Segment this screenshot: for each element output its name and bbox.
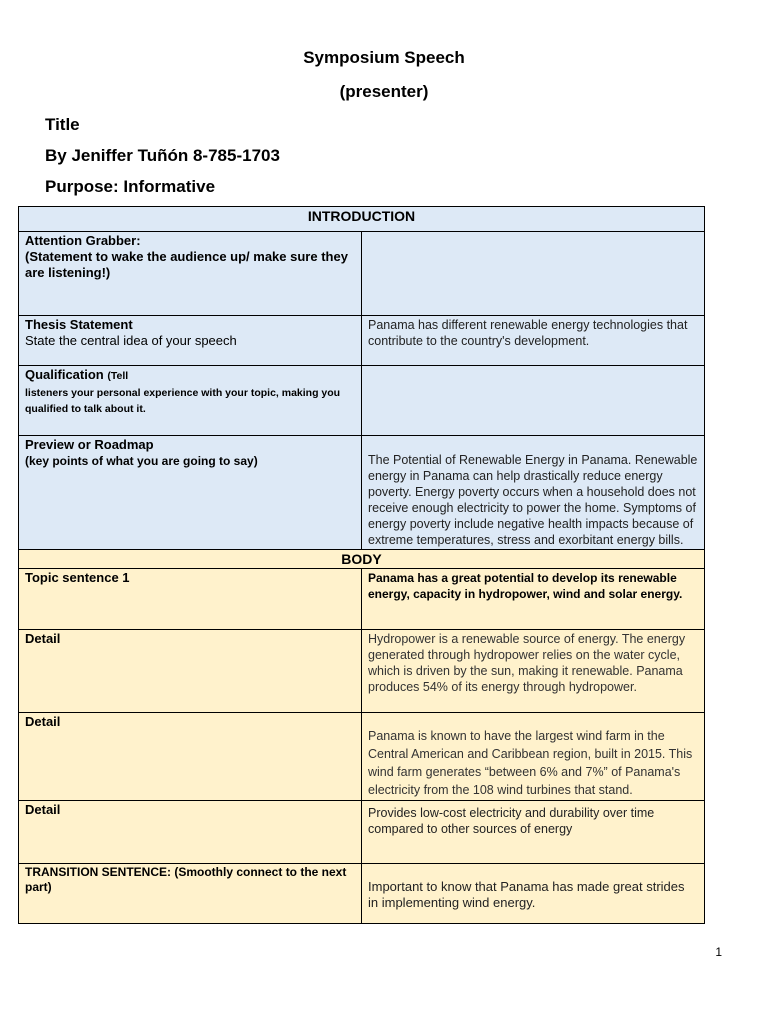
table-row [19, 232, 705, 316]
document-subtitle: (presenter) [339, 82, 429, 101]
detail-label: Detail [19, 630, 362, 713]
purpose-line: Purpose: Informative [45, 177, 216, 196]
thesis-statement-cell: Panama has different renewable energy technologies that contribute to the country's development. [362, 316, 705, 366]
body-heading: BODY [19, 550, 705, 569]
title-label: Title [45, 115, 80, 134]
thesis-statement-label: Thesis Statement State the central idea of your speech [19, 316, 362, 366]
table-row [19, 630, 705, 713]
author-line: By Jeniffer Tuñón 8-785-1703 [45, 146, 280, 165]
table-row [19, 864, 705, 924]
table-row [19, 569, 705, 630]
table-row [19, 436, 705, 550]
transition-sentence-label: TRANSITION SENTENCE: (Smoothly connect to the next part) [19, 864, 362, 924]
preview-roadmap-cell: The Potential of Renewable Energy in Panama. Renewable energy in Panama can help drastically reduce energy poverty. Energy poverty occurs when a household does not receive enough electricity to power the home. Symptoms of energy poverty include negative health impacts because of extreme temperatures, stress and exorbitant energy bills. [362, 436, 705, 550]
page-number: 1 [715, 945, 722, 959]
topic-sentence-label: Topic sentence 1 [19, 569, 362, 630]
document-title: Symposium Speech [303, 48, 465, 67]
introduction-heading: INTRODUCTION [19, 207, 705, 232]
speech-outline-table [18, 206, 705, 924]
preview-roadmap-label: Preview or Roadmap (key points of what you are going to say) [19, 436, 362, 550]
detail-cell: Provides low-cost electricity and durability over time compared to other sources of energy [362, 801, 705, 864]
topic-sentence-cell: Panama has a great potential to develop its renewable energy, capacity in hydropower, wind and solar energy. [362, 569, 705, 630]
attention-grabber-cell [362, 232, 705, 316]
transition-sentence-cell: Important to know that Panama has made great strides in implementing wind energy. [362, 864, 705, 924]
table-row [19, 316, 705, 366]
detail-cell: Hydropower is a renewable source of energy. The energy generated through hydropower relies on the water cycle, which is driven by the sun, making it renewable. Panama produces 54% of its energy through hydropower. [362, 630, 705, 713]
table-row [19, 801, 705, 864]
qualification-label: Qualification (Tell listeners your personal experience with your topic, making you qualified to talk about it. [19, 366, 362, 436]
detail-label: Detail [19, 801, 362, 864]
detail-label: Detail [19, 713, 362, 801]
detail-cell: Panama is known to have the largest wind farm in the Central American and Caribbean region, built in 2015. This wind farm generates “between 6% and 7%” of Panama's electricity from the 108 wind turbines that stand. [362, 713, 705, 801]
qualification-cell [362, 366, 705, 436]
attention-grabber-label: Attention Grabber: (Statement to wake the audience up/ make sure they are listening!) [19, 232, 362, 316]
table-row [19, 366, 705, 436]
table-row [19, 713, 705, 801]
